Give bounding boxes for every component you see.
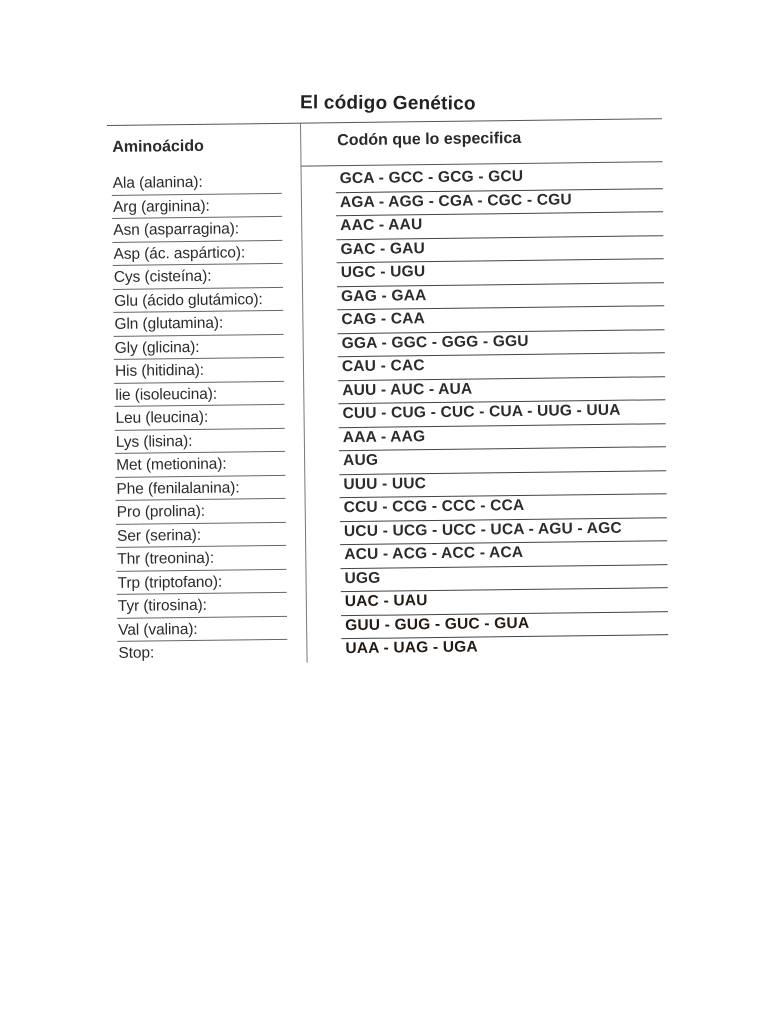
codon-cell: GAC - GAU	[340, 239, 426, 258]
codon-cell: GCA - GCC - GCG - GCU	[339, 167, 524, 188]
codon-cell: GAG - GAA	[341, 286, 427, 305]
codon-cell: GGA - GGC - GGG - GGU	[341, 332, 529, 352]
amino-cell: Gly (glicina):	[114, 338, 200, 357]
table-header-row	[107, 118, 662, 168]
amino-cell: Pro (prolina):	[116, 502, 206, 521]
codon-cell: AGA - AGG - CGA - CGC - CGU	[339, 190, 572, 211]
amino-cell: Arg (arginina):	[112, 197, 210, 216]
column-header-codon: Codón que lo especifica	[337, 129, 522, 150]
amino-cell: His (hitidina):	[114, 361, 205, 380]
codon-cell: ACU - ACG - ACC - ACA	[344, 543, 524, 564]
amino-cell: Lys (lisina):	[115, 432, 193, 451]
genetic-code-table	[107, 118, 669, 665]
amino-cell: Asp (ác. aspártico):	[113, 243, 246, 263]
amino-cell: Leu (leucina):	[115, 408, 209, 427]
codon-cell: AAA - AAG	[342, 427, 426, 446]
codon-cell: UGC - UGU	[340, 263, 426, 282]
codon-cell: CCU - CCG - CCC - CCA	[343, 496, 525, 517]
codon-cell: CAG - CAA	[341, 310, 426, 329]
codon-cell: AUU - AUC - AUA	[342, 380, 473, 399]
amino-cell: Phe (fenilalanina):	[116, 478, 240, 498]
codon-cell: UUU - UUC	[343, 474, 427, 493]
codon-cell: AAC - AAU	[340, 216, 423, 235]
codon-cell: CAU - CAC	[341, 357, 425, 376]
amino-cell: Gln (glutamina):	[114, 314, 224, 333]
amino-cell: lie (isoleucina):	[115, 385, 218, 404]
amino-cell: Stop:	[118, 644, 155, 662]
codon-cell: UCU - UCG - UCC - UCA - AGU - AGC	[343, 519, 622, 540]
table-body	[108, 165, 669, 665]
codon-cell: UAA - UAG - UGA	[345, 638, 478, 658]
codon-cell: UAC - UAU	[344, 592, 428, 611]
codon-cell: GUU - GUG - GUC - GUA	[345, 614, 530, 634]
amino-cell: Asn (asparragina):	[113, 220, 240, 239]
amino-cell: Trp (triptofano):	[117, 573, 223, 592]
amino-cell: Val (valina):	[118, 620, 198, 639]
amino-cell: Thr (treonina):	[117, 549, 215, 568]
codon-cell: AUG	[343, 451, 379, 470]
column-header-amino: Aminoácido	[112, 137, 204, 156]
document-title: El código Genético	[299, 92, 476, 115]
codon-cell: UGG	[344, 569, 381, 587]
amino-cell: Met (metionina):	[116, 455, 227, 474]
amino-cell: Glu (ácido glutámico):	[114, 290, 263, 310]
codon-cell: CUU - CUG - CUC - CUA - UUG - UUA	[342, 401, 621, 423]
amino-cell: Ala (alanina):	[112, 173, 203, 192]
amino-cell: Ser (serina):	[116, 526, 202, 545]
amino-cell: Cys (cisteína):	[113, 267, 212, 286]
amino-cell: Tyr (tirosina):	[117, 596, 207, 615]
